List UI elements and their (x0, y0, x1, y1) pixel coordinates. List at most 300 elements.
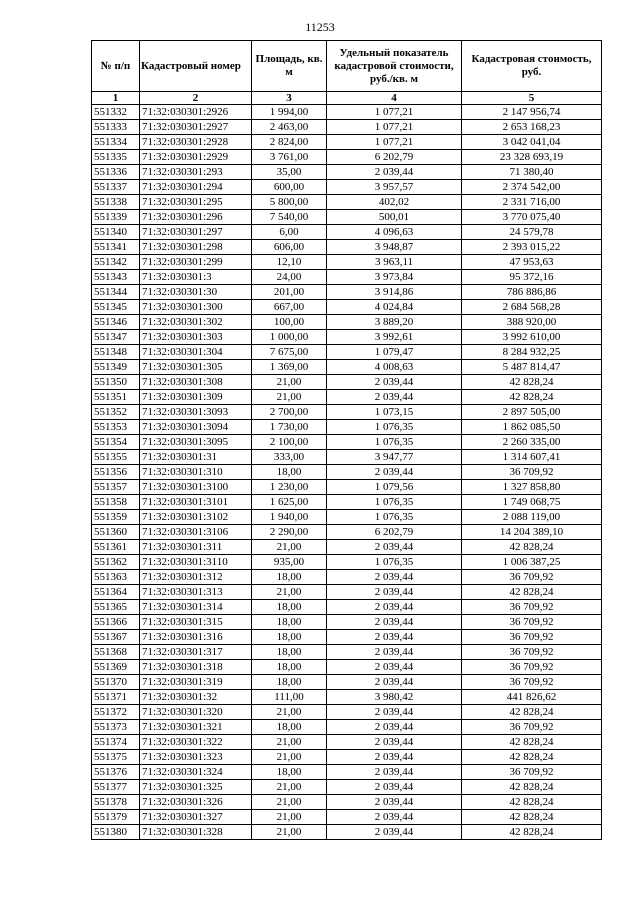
specific-value: 2 039,44 (327, 780, 462, 795)
cadastral-number: 71:32:030301:296 (140, 210, 252, 225)
cadastral-cost: 42 828,24 (462, 825, 602, 840)
table-row (92, 375, 602, 390)
table-row (92, 360, 602, 375)
row-index: 551340 (92, 225, 140, 240)
cadastral-cost: 24 579,78 (462, 225, 602, 240)
cadastral-cost: 42 828,24 (462, 375, 602, 390)
cadastral-number: 71:32:030301:32 (140, 690, 252, 705)
table-row (92, 615, 602, 630)
area: 18,00 (252, 765, 327, 780)
row-index: 551364 (92, 585, 140, 600)
cadastral-number: 71:32:030301:315 (140, 615, 252, 630)
cadastral-number: 71:32:030301:2927 (140, 120, 252, 135)
specific-value: 2 039,44 (327, 705, 462, 720)
specific-value: 3 957,57 (327, 180, 462, 195)
header-area: Площадь, кв. м (252, 41, 327, 92)
table-row (92, 270, 602, 285)
cadastral-number: 71:32:030301:304 (140, 345, 252, 360)
table-row (92, 495, 602, 510)
area: 21,00 (252, 825, 327, 840)
area: 21,00 (252, 735, 327, 750)
cadastral-cost: 42 828,24 (462, 705, 602, 720)
cadastral-table (91, 40, 602, 840)
row-index: 551341 (92, 240, 140, 255)
table-row (92, 540, 602, 555)
table-row (92, 735, 602, 750)
area: 2 100,00 (252, 435, 327, 450)
row-index: 551332 (92, 105, 140, 120)
area: 667,00 (252, 300, 327, 315)
row-index: 551369 (92, 660, 140, 675)
cadastral-cost: 42 828,24 (462, 750, 602, 765)
area: 201,00 (252, 285, 327, 300)
specific-value: 2 039,44 (327, 585, 462, 600)
specific-value: 1 077,21 (327, 120, 462, 135)
table-body (92, 105, 602, 840)
cadastral-cost: 36 709,92 (462, 600, 602, 615)
area: 21,00 (252, 795, 327, 810)
cadastral-cost: 5 487 814,47 (462, 360, 602, 375)
table-row (92, 120, 602, 135)
row-index: 551375 (92, 750, 140, 765)
column-number: 3 (252, 92, 327, 105)
cadastral-number: 71:32:030301:312 (140, 570, 252, 585)
table-row (92, 480, 602, 495)
specific-value: 2 039,44 (327, 795, 462, 810)
area: 1 000,00 (252, 330, 327, 345)
cadastral-number: 71:32:030301:298 (140, 240, 252, 255)
specific-value: 3 914,86 (327, 285, 462, 300)
area: 3 761,00 (252, 150, 327, 165)
cadastral-cost: 2 897 505,00 (462, 405, 602, 420)
area: 21,00 (252, 750, 327, 765)
cadastral-cost: 42 828,24 (462, 795, 602, 810)
specific-value: 3 947,77 (327, 450, 462, 465)
row-index: 551333 (92, 120, 140, 135)
cadastral-cost: 36 709,92 (462, 615, 602, 630)
row-index: 551370 (92, 675, 140, 690)
row-index: 551335 (92, 150, 140, 165)
cadastral-cost: 3 042 041,04 (462, 135, 602, 150)
cadastral-cost: 42 828,24 (462, 735, 602, 750)
specific-value: 2 039,44 (327, 645, 462, 660)
area: 21,00 (252, 540, 327, 555)
cadastral-number: 71:32:030301:3100 (140, 480, 252, 495)
row-index: 551371 (92, 690, 140, 705)
table-row (92, 465, 602, 480)
table-row (92, 690, 602, 705)
area: 2 824,00 (252, 135, 327, 150)
table-row (92, 510, 602, 525)
cadastral-cost: 42 828,24 (462, 540, 602, 555)
table-row (92, 390, 602, 405)
row-index: 551336 (92, 165, 140, 180)
cadastral-cost: 71 380,40 (462, 165, 602, 180)
cadastral-number: 71:32:030301:328 (140, 825, 252, 840)
table-row (92, 165, 602, 180)
area: 2 463,00 (252, 120, 327, 135)
column-number-row (92, 92, 602, 105)
table-row (92, 135, 602, 150)
area: 333,00 (252, 450, 327, 465)
table-row (92, 450, 602, 465)
cadastral-cost: 1 749 068,75 (462, 495, 602, 510)
area: 21,00 (252, 585, 327, 600)
header-row (92, 41, 602, 92)
specific-value: 1 073,15 (327, 405, 462, 420)
cadastral-number: 71:32:030301:3094 (140, 420, 252, 435)
specific-value: 2 039,44 (327, 660, 462, 675)
specific-value: 3 973,84 (327, 270, 462, 285)
cadastral-number: 71:32:030301:293 (140, 165, 252, 180)
table-row (92, 795, 602, 810)
cadastral-number: 71:32:030301:323 (140, 750, 252, 765)
cadastral-cost: 36 709,92 (462, 660, 602, 675)
table-row (92, 705, 602, 720)
cadastral-number: 71:32:030301:321 (140, 720, 252, 735)
cadastral-number: 71:32:030301:313 (140, 585, 252, 600)
cadastral-cost: 14 204 389,10 (462, 525, 602, 540)
table-row (92, 825, 602, 840)
cadastral-number: 71:32:030301:3093 (140, 405, 252, 420)
cadastral-cost: 36 709,92 (462, 675, 602, 690)
area: 7 675,00 (252, 345, 327, 360)
specific-value: 3 948,87 (327, 240, 462, 255)
table-row (92, 285, 602, 300)
cadastral-cost: 42 828,24 (462, 585, 602, 600)
area: 1 940,00 (252, 510, 327, 525)
row-index: 551359 (92, 510, 140, 525)
header-cadastral-number: Кадастровый номер (140, 41, 252, 92)
specific-value: 3 889,20 (327, 315, 462, 330)
area: 100,00 (252, 315, 327, 330)
cadastral-cost: 441 826,62 (462, 690, 602, 705)
column-number: 2 (140, 92, 252, 105)
area: 24,00 (252, 270, 327, 285)
area: 1 625,00 (252, 495, 327, 510)
table-row (92, 600, 602, 615)
specific-value: 1 079,56 (327, 480, 462, 495)
cadastral-number: 71:32:030301:3 (140, 270, 252, 285)
cadastral-cost: 3 770 075,40 (462, 210, 602, 225)
cadastral-number: 71:32:030301:2926 (140, 105, 252, 120)
row-index: 551344 (92, 285, 140, 300)
cadastral-number: 71:32:030301:319 (140, 675, 252, 690)
specific-value: 2 039,44 (327, 810, 462, 825)
cadastral-number: 71:32:030301:305 (140, 360, 252, 375)
area: 2 700,00 (252, 405, 327, 420)
cadastral-cost: 2 331 716,00 (462, 195, 602, 210)
area: 600,00 (252, 180, 327, 195)
specific-value: 2 039,44 (327, 540, 462, 555)
row-index: 551380 (92, 825, 140, 840)
specific-value: 6 202,79 (327, 150, 462, 165)
row-index: 551362 (92, 555, 140, 570)
cadastral-cost: 3 992 610,00 (462, 330, 602, 345)
row-index: 551352 (92, 405, 140, 420)
row-index: 551349 (92, 360, 140, 375)
cadastral-number: 71:32:030301:31 (140, 450, 252, 465)
row-index: 551377 (92, 780, 140, 795)
specific-value: 2 039,44 (327, 825, 462, 840)
specific-value: 4 096,63 (327, 225, 462, 240)
cadastral-number: 71:32:030301:318 (140, 660, 252, 675)
specific-value: 2 039,44 (327, 570, 462, 585)
cadastral-number: 71:32:030301:327 (140, 810, 252, 825)
row-index: 551368 (92, 645, 140, 660)
area: 111,00 (252, 690, 327, 705)
row-index: 551334 (92, 135, 140, 150)
cadastral-number: 71:32:030301:3095 (140, 435, 252, 450)
row-index: 551347 (92, 330, 140, 345)
row-index: 551373 (92, 720, 140, 735)
cadastral-cost: 2 260 335,00 (462, 435, 602, 450)
table-row (92, 345, 602, 360)
cadastral-cost: 2 653 168,23 (462, 120, 602, 135)
cadastral-cost: 36 709,92 (462, 645, 602, 660)
specific-value: 2 039,44 (327, 630, 462, 645)
row-index: 551356 (92, 465, 140, 480)
header-specific-value: Удельный показатель кадастровой стоимости, руб./кв. м (327, 41, 462, 92)
specific-value: 2 039,44 (327, 675, 462, 690)
cadastral-cost: 2 088 119,00 (462, 510, 602, 525)
specific-value: 1 077,21 (327, 105, 462, 120)
cadastral-number: 71:32:030301:309 (140, 390, 252, 405)
specific-value: 1 076,35 (327, 435, 462, 450)
cadastral-number: 71:32:030301:295 (140, 195, 252, 210)
specific-value: 2 039,44 (327, 750, 462, 765)
cadastral-number: 71:32:030301:326 (140, 795, 252, 810)
area: 18,00 (252, 720, 327, 735)
cadastral-number: 71:32:030301:2928 (140, 135, 252, 150)
specific-value: 500,01 (327, 210, 462, 225)
row-index: 551346 (92, 315, 140, 330)
table-row (92, 810, 602, 825)
row-index: 551378 (92, 795, 140, 810)
area: 12,10 (252, 255, 327, 270)
cadastral-number: 71:32:030301:299 (140, 255, 252, 270)
cadastral-cost: 42 828,24 (462, 390, 602, 405)
area: 18,00 (252, 465, 327, 480)
specific-value: 2 039,44 (327, 390, 462, 405)
cadastral-number: 71:32:030301:297 (140, 225, 252, 240)
cadastral-cost: 2 684 568,28 (462, 300, 602, 315)
area: 2 290,00 (252, 525, 327, 540)
specific-value: 2 039,44 (327, 765, 462, 780)
table-row (92, 570, 602, 585)
cadastral-cost: 36 709,92 (462, 570, 602, 585)
area: 5 800,00 (252, 195, 327, 210)
area: 606,00 (252, 240, 327, 255)
cadastral-cost: 36 709,92 (462, 720, 602, 735)
row-index: 551337 (92, 180, 140, 195)
specific-value: 2 039,44 (327, 165, 462, 180)
table-row (92, 780, 602, 795)
table-row (92, 330, 602, 345)
table-row (92, 720, 602, 735)
table-row (92, 225, 602, 240)
area: 21,00 (252, 390, 327, 405)
cadastral-cost: 36 709,92 (462, 630, 602, 645)
column-number: 4 (327, 92, 462, 105)
cadastral-number: 71:32:030301:3102 (140, 510, 252, 525)
area: 1 994,00 (252, 105, 327, 120)
specific-value: 1 076,35 (327, 510, 462, 525)
row-index: 551361 (92, 540, 140, 555)
specific-value: 1 079,47 (327, 345, 462, 360)
row-index: 551360 (92, 525, 140, 540)
table-row (92, 420, 602, 435)
row-index: 551342 (92, 255, 140, 270)
specific-value: 2 039,44 (327, 720, 462, 735)
cadastral-cost: 2 374 542,00 (462, 180, 602, 195)
area: 18,00 (252, 630, 327, 645)
row-index: 551354 (92, 435, 140, 450)
area: 1 369,00 (252, 360, 327, 375)
specific-value: 6 202,79 (327, 525, 462, 540)
table-row (92, 435, 602, 450)
table-row (92, 210, 602, 225)
specific-value: 2 039,44 (327, 615, 462, 630)
page-number: 11253 (305, 20, 335, 34)
row-index: 551348 (92, 345, 140, 360)
row-index: 551353 (92, 420, 140, 435)
specific-value: 4 008,63 (327, 360, 462, 375)
table-row (92, 180, 602, 195)
row-index: 551338 (92, 195, 140, 210)
table-row (92, 660, 602, 675)
cadastral-number: 71:32:030301:314 (140, 600, 252, 615)
area: 6,00 (252, 225, 327, 240)
table-row (92, 585, 602, 600)
table-row (92, 150, 602, 165)
cadastral-number: 71:32:030301:300 (140, 300, 252, 315)
row-index: 551339 (92, 210, 140, 225)
row-index: 551350 (92, 375, 140, 390)
area: 18,00 (252, 600, 327, 615)
table-row (92, 525, 602, 540)
cadastral-number: 71:32:030301:325 (140, 780, 252, 795)
specific-value: 2 039,44 (327, 465, 462, 480)
table-row (92, 105, 602, 120)
cadastral-number: 71:32:030301:317 (140, 645, 252, 660)
cadastral-cost: 8 284 932,25 (462, 345, 602, 360)
column-number: 5 (462, 92, 602, 105)
cadastral-cost: 388 920,00 (462, 315, 602, 330)
header-cadastral-cost: Кадастровая стоимость, руб. (462, 41, 602, 92)
cadastral-cost: 786 886,86 (462, 285, 602, 300)
table-row (92, 195, 602, 210)
area: 935,00 (252, 555, 327, 570)
table-row (92, 630, 602, 645)
area: 18,00 (252, 570, 327, 585)
cadastral-cost: 23 328 693,19 (462, 150, 602, 165)
table-row (92, 255, 602, 270)
specific-value: 4 024,84 (327, 300, 462, 315)
cadastral-cost: 1 862 085,50 (462, 420, 602, 435)
cadastral-cost: 36 709,92 (462, 765, 602, 780)
area: 21,00 (252, 810, 327, 825)
specific-value: 1 076,35 (327, 420, 462, 435)
row-index: 551358 (92, 495, 140, 510)
area: 21,00 (252, 375, 327, 390)
column-number: 1 (92, 92, 140, 105)
cadastral-number: 71:32:030301:3106 (140, 525, 252, 540)
area: 21,00 (252, 705, 327, 720)
row-index: 551365 (92, 600, 140, 615)
cadastral-cost: 36 709,92 (462, 465, 602, 480)
cadastral-cost: 95 372,16 (462, 270, 602, 285)
area: 1 230,00 (252, 480, 327, 495)
cadastral-cost: 1 314 607,41 (462, 450, 602, 465)
table-row (92, 240, 602, 255)
cadastral-number: 71:32:030301:2929 (140, 150, 252, 165)
cadastral-cost: 47 953,63 (462, 255, 602, 270)
table-row (92, 765, 602, 780)
cadastral-number: 71:32:030301:322 (140, 735, 252, 750)
table-row (92, 645, 602, 660)
cadastral-number: 71:32:030301:310 (140, 465, 252, 480)
row-index: 551366 (92, 615, 140, 630)
cadastral-number: 71:32:030301:30 (140, 285, 252, 300)
cadastral-number: 71:32:030301:3110 (140, 555, 252, 570)
specific-value: 3 992,61 (327, 330, 462, 345)
cadastral-cost: 42 828,24 (462, 810, 602, 825)
cadastral-number: 71:32:030301:311 (140, 540, 252, 555)
table-row (92, 315, 602, 330)
row-index: 551374 (92, 735, 140, 750)
row-index: 551355 (92, 450, 140, 465)
row-index: 551363 (92, 570, 140, 585)
table-row (92, 675, 602, 690)
specific-value: 1 076,35 (327, 555, 462, 570)
area: 18,00 (252, 615, 327, 630)
row-index: 551372 (92, 705, 140, 720)
area: 1 730,00 (252, 420, 327, 435)
specific-value: 1 076,35 (327, 495, 462, 510)
specific-value: 3 963,11 (327, 255, 462, 270)
area: 35,00 (252, 165, 327, 180)
cadastral-number: 71:32:030301:320 (140, 705, 252, 720)
cadastral-cost: 1 327 858,80 (462, 480, 602, 495)
area: 18,00 (252, 675, 327, 690)
area: 7 540,00 (252, 210, 327, 225)
cadastral-number: 71:32:030301:303 (140, 330, 252, 345)
cadastral-number: 71:32:030301:308 (140, 375, 252, 390)
cadastral-number: 71:32:030301:3101 (140, 495, 252, 510)
row-index: 551379 (92, 810, 140, 825)
specific-value: 402,02 (327, 195, 462, 210)
specific-value: 2 039,44 (327, 375, 462, 390)
row-index: 551345 (92, 300, 140, 315)
row-index: 551367 (92, 630, 140, 645)
table-row (92, 555, 602, 570)
specific-value: 2 039,44 (327, 600, 462, 615)
row-index: 551343 (92, 270, 140, 285)
cadastral-cost: 2 147 956,74 (462, 105, 602, 120)
cadastral-cost: 1 006 387,25 (462, 555, 602, 570)
row-index: 551351 (92, 390, 140, 405)
row-index: 551376 (92, 765, 140, 780)
cadastral-number: 71:32:030301:302 (140, 315, 252, 330)
header-index: № п/п (92, 41, 140, 92)
area: 18,00 (252, 660, 327, 675)
cadastral-cost: 2 393 015,22 (462, 240, 602, 255)
area: 21,00 (252, 780, 327, 795)
cadastral-number: 71:32:030301:316 (140, 630, 252, 645)
area: 18,00 (252, 645, 327, 660)
row-index: 551357 (92, 480, 140, 495)
